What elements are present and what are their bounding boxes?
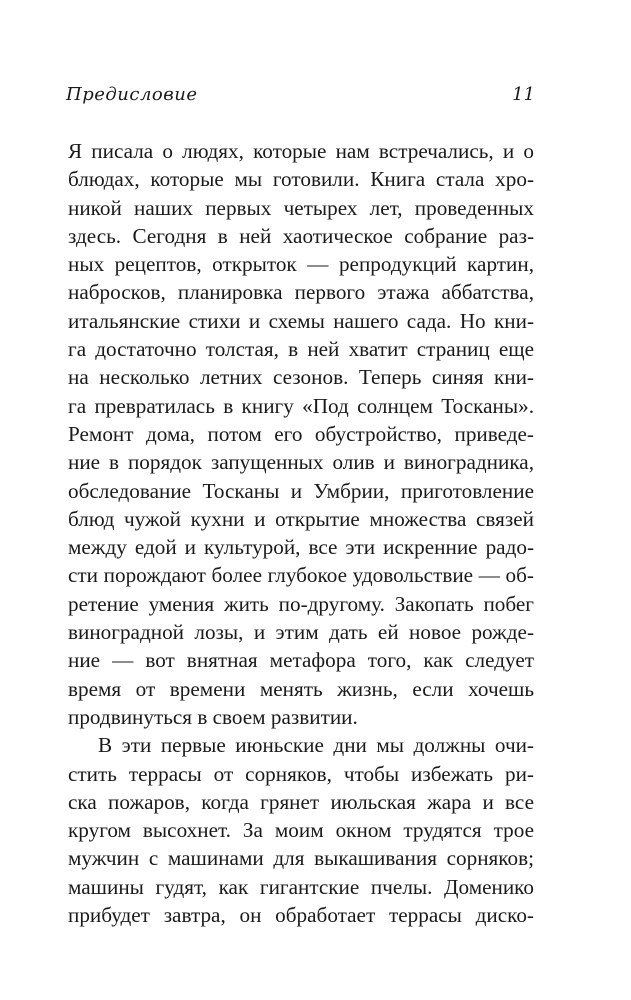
text-line: кругом высохнет. За моим окном трудятся трое xyxy=(68,818,534,843)
text-line: ние в порядок запущенных олив и виноградника, xyxy=(68,450,534,475)
text-line: ние — вот внятная метафора того, как следует xyxy=(68,648,534,673)
text-line: никой наших первых четырех лет, проведенных xyxy=(68,195,534,220)
text-line: на несколько летних сезонов. Теперь синяя кни- xyxy=(68,365,534,390)
text-line: время от времени менять жизнь, если хочешь xyxy=(68,676,534,701)
text-line: мужчин с машинами для выкашивания сорняков; xyxy=(68,846,534,871)
text-line: Я писала о людях, которые нам встречались, и о xyxy=(68,139,534,163)
text-line: ретение умения жить по-другому. Закопать побег xyxy=(68,591,534,616)
text-line: виноградной лозы, и этим дать ей новое рожде- xyxy=(68,620,534,645)
page-number: 11 xyxy=(512,84,535,105)
text-line: обследование Тосканы и Умбрии, приготовление xyxy=(68,478,534,503)
text-line: набросков, планировка первого этажа аббатства, xyxy=(68,280,534,305)
paragraph-1 xyxy=(68,137,534,731)
text-line: В эти первые июньские дни мы должны очи- xyxy=(98,733,534,758)
text-line: ных рецептов, открыток — репродукций картин, xyxy=(68,252,534,277)
text-line: машины гудят, как гигантские пчелы. Доменико xyxy=(68,874,534,899)
text-line: блюд чужой кухни и открытие множества связей xyxy=(68,506,534,531)
text-line: продвинуться в своем развитии. xyxy=(68,704,358,729)
text-line: стить террасы от сорняков, чтобы избежать ри- xyxy=(68,761,534,786)
text-line: га достаточно толстая, в ней хватит страниц еще xyxy=(68,337,534,362)
text-line: прибудет завтра, он обработает террасы диско- xyxy=(68,903,534,928)
text-line: между едой и культурой, все эти искренние радо- xyxy=(68,535,534,560)
text-line: блюдах, которые мы готовили. Книга стала хро- xyxy=(68,167,534,192)
paragraph-2 xyxy=(68,731,534,929)
running-head-title: Предисловие xyxy=(66,84,198,105)
text-line: ска пожаров, когда грянет июльская жара и все xyxy=(68,789,534,814)
body-text xyxy=(68,137,534,929)
text-line: здесь. Сегодня в ней хаотическое собрание раз- xyxy=(68,223,534,248)
text-line: итальянские стихи и схемы нашего сада. Но кни- xyxy=(68,308,534,333)
text-line: Ремонт дома, потом его обустройство, приведе- xyxy=(68,421,534,446)
text-line: га превратилась в книгу «Под солнцем Тосканы». xyxy=(68,393,534,418)
text-line: сти порождают более глубокое удовольствие — об- xyxy=(68,563,534,588)
